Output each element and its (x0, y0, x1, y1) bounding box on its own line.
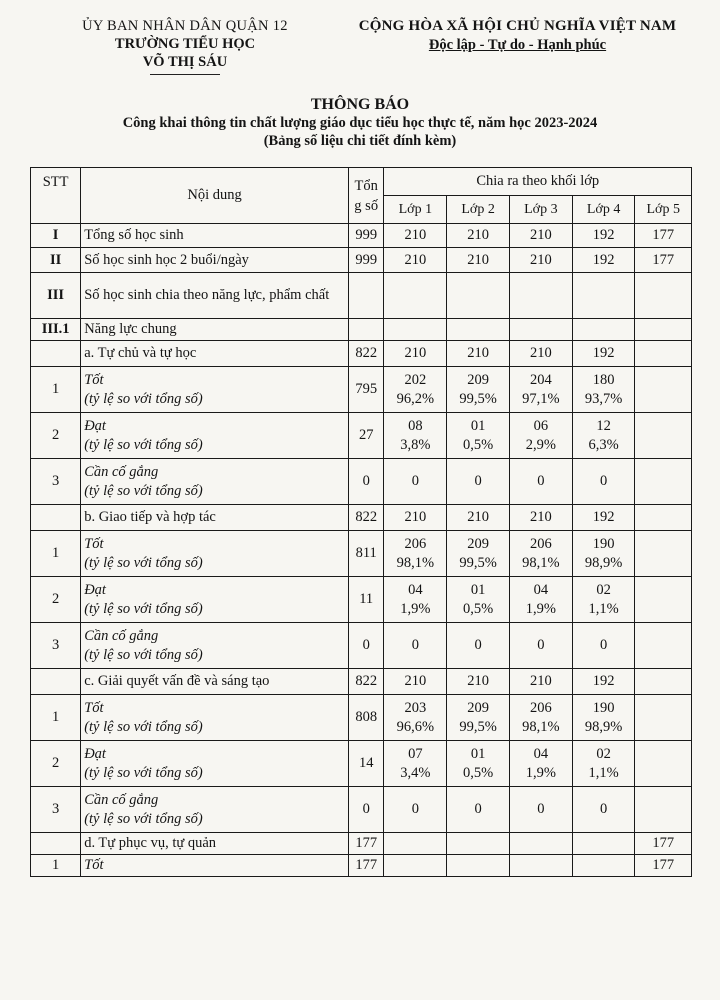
row-label: Tốt (84, 535, 104, 552)
row-stt: III (31, 273, 81, 319)
row-content (81, 623, 349, 669)
row-stt: 1 (31, 531, 81, 577)
row-content: a. Tự chủ và tự học (81, 341, 349, 367)
row-total: 822 (348, 341, 384, 367)
grade-3-cell (509, 741, 572, 787)
row-content (81, 577, 349, 623)
grade-count: 209 (467, 535, 489, 552)
grade-count: 206 (529, 535, 552, 552)
row-label: Tốt (84, 699, 104, 716)
row-total: 795 (348, 367, 384, 413)
table-row (31, 833, 692, 855)
grade-count: 04 (533, 745, 549, 762)
grade-5-cell (635, 319, 692, 341)
grade-5-cell (635, 531, 692, 577)
grade-2-cell (447, 367, 510, 413)
row-total: 177 (348, 855, 384, 877)
table-row (31, 341, 692, 367)
grade-percent: 1,9% (400, 600, 431, 617)
grade-2-cell: 0 (447, 623, 510, 669)
row-content (81, 413, 349, 459)
row-label: Tốt (84, 371, 104, 388)
row-stt: 1 (31, 367, 81, 413)
row-total: 0 (348, 787, 384, 833)
grade-3-cell (509, 855, 572, 877)
grade-3-cell (509, 273, 572, 319)
row-total: 0 (348, 459, 384, 505)
row-total: 0 (348, 623, 384, 669)
grade-percent: 98,9% (584, 554, 623, 571)
grade-percent: 98,1% (396, 554, 435, 571)
grade-2-cell (447, 695, 510, 741)
grade-1-cell (384, 577, 447, 623)
row-stt: 3 (31, 623, 81, 669)
grade-3-cell (509, 319, 572, 341)
grade-4-cell: 192 (572, 224, 635, 248)
header-divider (150, 74, 220, 75)
grade-5-cell (635, 741, 692, 787)
issuing-authority (55, 18, 315, 75)
row-total: 27 (348, 413, 384, 459)
row-content (81, 367, 349, 413)
row-content: d. Tự phục vụ, tự quản (81, 833, 349, 855)
grade-5-cell (635, 695, 692, 741)
grade-2-cell (447, 855, 510, 877)
row-stt: II (31, 248, 81, 273)
grade-3-cell (509, 531, 572, 577)
grade-1-cell (384, 531, 447, 577)
row-ratio-note: (tỷ lệ so với tổng số) (84, 482, 203, 499)
grade-5-cell (635, 623, 692, 669)
row-stt (31, 833, 81, 855)
grade-2-cell: 210 (447, 669, 510, 695)
row-label: Cần cố gắng (84, 463, 159, 480)
row-label: Đạt (84, 745, 106, 762)
grade-5-cell (635, 505, 692, 531)
grade-4-cell (572, 577, 635, 623)
row-stt: 1 (31, 695, 81, 741)
header-total: Tổng số (348, 168, 384, 224)
row-content: Năng lực chung (81, 319, 349, 341)
row-label: Cần cố gắng (84, 627, 159, 644)
grade-1-cell: 210 (384, 505, 447, 531)
row-content: Tổng số học sinh (81, 224, 349, 248)
table-row (31, 459, 692, 505)
row-ratio-note: (tỷ lệ so với tổng số) (84, 718, 203, 735)
grade-5-cell: 177 (635, 855, 692, 877)
grade-5-cell (635, 341, 692, 367)
grade-5-cell: 177 (635, 248, 692, 273)
grade-count: 209 (467, 699, 489, 716)
grade-4-cell (572, 367, 635, 413)
grade-5-cell (635, 577, 692, 623)
row-content (81, 531, 349, 577)
row-ratio-note: (tỷ lệ so với tổng số) (84, 600, 203, 617)
row-stt: 3 (31, 459, 81, 505)
grade-1-cell: 210 (384, 341, 447, 367)
grade-1-cell (384, 273, 447, 319)
grade-percent: 98,1% (522, 554, 560, 571)
grade-4-cell: 192 (572, 248, 635, 273)
grade-2-cell (447, 741, 510, 787)
grade-2-cell: 210 (447, 505, 510, 531)
row-stt: 1 (31, 855, 81, 877)
grade-1-cell (384, 413, 447, 459)
grade-percent: 0,5% (462, 600, 494, 617)
table-row (31, 741, 692, 787)
grade-count: 180 (592, 371, 615, 388)
row-label: Cần cố gắng (84, 791, 159, 808)
grade-3-cell (509, 577, 572, 623)
grade-count: 209 (467, 371, 489, 388)
grade-count: 08 (408, 417, 423, 434)
grade-percent: 1,1% (588, 764, 619, 781)
grade-3-cell: 0 (509, 459, 572, 505)
grade-3-cell (509, 413, 572, 459)
grade-percent: 3,8% (400, 436, 431, 453)
grade-1-cell (384, 367, 447, 413)
grade-4-cell (572, 833, 635, 855)
table-row (31, 413, 692, 459)
grade-percent: 96,6% (396, 718, 435, 735)
grade-percent: 1,9% (525, 600, 556, 617)
document-subtitle: Công khai thông tin chất lượng giáo dục tiểu học thực tế, năm học 2023-2024 (122, 115, 598, 131)
grade-count: 12 (596, 417, 611, 434)
grade-1-cell: 210 (384, 669, 447, 695)
row-total: 14 (348, 741, 384, 787)
grade-count: 04 (408, 581, 423, 598)
document-title: THÔNG BÁO (310, 96, 410, 113)
row-content: Số học sinh chia theo năng lực, phẩm chất (81, 273, 349, 319)
grade-1-cell (384, 741, 447, 787)
grade-2-cell (447, 833, 510, 855)
grade-count: 206 (404, 535, 427, 552)
header-grade-1: Lớp 1 (384, 196, 447, 224)
header-content: Nội dung (81, 168, 349, 224)
grade-2-cell (447, 531, 510, 577)
header-grade-4: Lớp 4 (572, 196, 635, 224)
row-ratio-note: (tỷ lệ so với tổng số) (84, 436, 203, 453)
header-stt: STT (31, 168, 81, 224)
table-row (31, 273, 692, 319)
motto: Độc lập - Tự do - Hạnh phúc (428, 37, 607, 53)
grade-count: 01 (470, 581, 486, 598)
grade-2-cell (447, 273, 510, 319)
row-total: 822 (348, 505, 384, 531)
grade-4-cell: 0 (572, 787, 635, 833)
grade-5-cell (635, 273, 692, 319)
row-total: 11 (348, 577, 384, 623)
table-row (31, 695, 692, 741)
header-grade-2: Lớp 2 (447, 196, 510, 224)
table-row (31, 505, 692, 531)
grade-4-cell: 192 (572, 341, 635, 367)
grade-1-cell (384, 833, 447, 855)
row-content (81, 787, 349, 833)
grade-percent: 1,1% (588, 600, 619, 617)
grade-3-cell: 210 (509, 505, 572, 531)
row-label: Đạt (84, 581, 106, 598)
grade-3-cell: 210 (509, 248, 572, 273)
grade-percent: 3,4% (400, 764, 431, 781)
national-motto (330, 18, 705, 54)
grade-5-cell: 177 (635, 833, 692, 855)
table-row (31, 224, 692, 248)
row-ratio-note: (tỷ lệ so với tổng số) (84, 810, 203, 827)
grade-1-cell: 0 (384, 623, 447, 669)
grade-1-cell (384, 319, 447, 341)
grade-2-cell: 0 (447, 459, 510, 505)
grade-count: 01 (470, 417, 486, 434)
row-total: 808 (348, 695, 384, 741)
grade-percent: 2,9% (525, 436, 556, 453)
grade-4-cell (572, 273, 635, 319)
grade-3-cell: 0 (509, 623, 572, 669)
grade-count: 206 (529, 699, 552, 716)
row-stt: 2 (31, 577, 81, 623)
grade-count: 190 (592, 699, 615, 716)
grade-5-cell (635, 787, 692, 833)
row-total: 822 (348, 669, 384, 695)
grade-4-cell (572, 531, 635, 577)
grade-percent: 0,5% (462, 436, 494, 453)
row-total: 999 (348, 224, 384, 248)
grade-4-cell (572, 413, 635, 459)
grade-2-cell (447, 319, 510, 341)
grade-1-cell (384, 855, 447, 877)
grade-5-cell (635, 413, 692, 459)
row-ratio-note: (tỷ lệ so với tổng số) (84, 554, 203, 571)
grade-count: 203 (404, 699, 427, 716)
school-name-line1: TRƯỜNG TIỂU HỌC (114, 36, 256, 52)
table-row (31, 577, 692, 623)
grade-2-cell: 210 (447, 248, 510, 273)
row-total (348, 273, 384, 319)
grade-4-cell: 192 (572, 669, 635, 695)
row-stt: 3 (31, 787, 81, 833)
grade-4-cell: 192 (572, 505, 635, 531)
grade-3-cell: 210 (509, 341, 572, 367)
grade-4-cell (572, 855, 635, 877)
grade-percent: 97,1% (522, 390, 560, 407)
grade-1-cell: 0 (384, 787, 447, 833)
grade-percent: 93,7% (584, 390, 623, 407)
grade-1-cell: 210 (384, 248, 447, 273)
country-name: CỘNG HÒA XÃ HỘI CHỦ NGHĨA VIỆT NAM (358, 18, 677, 34)
grade-3-cell (509, 833, 572, 855)
row-content (81, 741, 349, 787)
row-total: 811 (348, 531, 384, 577)
grade-2-cell: 0 (447, 787, 510, 833)
row-stt (31, 341, 81, 367)
header-grade-group: Chia ra theo khối lớp (384, 168, 692, 196)
row-ratio-note: (tỷ lệ so với tổng số) (84, 646, 203, 663)
row-content (81, 695, 349, 741)
document-title-block (0, 96, 720, 150)
quality-data-table (30, 167, 692, 877)
grade-3-cell (509, 695, 572, 741)
row-label: Đạt (84, 417, 106, 434)
table-body (31, 224, 692, 877)
grade-count: 190 (592, 535, 615, 552)
table-row (31, 669, 692, 695)
grade-count: 202 (404, 371, 427, 388)
row-total: 999 (348, 248, 384, 273)
row-content: c. Giải quyết vấn đề và sáng tạo (81, 669, 349, 695)
grade-3-cell: 0 (509, 787, 572, 833)
grade-2-cell (447, 577, 510, 623)
table-row (31, 787, 692, 833)
grade-count: 02 (596, 745, 611, 762)
row-content: Tốt (81, 855, 349, 877)
grade-2-cell: 210 (447, 341, 510, 367)
grade-count: 01 (470, 745, 486, 762)
grade-2-cell: 210 (447, 224, 510, 248)
header-grade-3: Lớp 3 (509, 196, 572, 224)
row-stt: III.1 (31, 319, 81, 341)
grade-percent: 99,5% (459, 718, 497, 735)
row-ratio-note: (tỷ lệ so với tổng số) (84, 390, 203, 407)
row-total: 177 (348, 833, 384, 855)
grade-percent: 6,3% (588, 436, 619, 453)
document-note: (Bảng số liệu chi tiết đính kèm) (263, 133, 457, 149)
grade-1-cell: 210 (384, 224, 447, 248)
header-grade-5: Lớp 5 (635, 196, 692, 224)
table-row (31, 319, 692, 341)
grade-percent: 96,2% (396, 390, 435, 407)
grade-percent: 99,5% (459, 390, 497, 407)
grade-count: 204 (529, 371, 552, 388)
table-row (31, 248, 692, 273)
grade-percent: 1,9% (525, 764, 556, 781)
row-stt (31, 505, 81, 531)
grade-count: 04 (533, 581, 549, 598)
table-row (31, 623, 692, 669)
row-stt: 2 (31, 413, 81, 459)
grade-percent: 0,5% (462, 764, 494, 781)
grade-count: 07 (408, 745, 423, 762)
grade-5-cell (635, 669, 692, 695)
grade-count: 02 (596, 581, 611, 598)
grade-5-cell (635, 367, 692, 413)
grade-3-cell: 210 (509, 224, 572, 248)
grade-5-cell: 177 (635, 224, 692, 248)
district-committee: ỦY BAN NHÂN DÂN QUẬN 12 (82, 18, 288, 34)
school-name-line2: VÕ THỊ SÁU (142, 54, 228, 70)
grade-4-cell (572, 741, 635, 787)
grade-percent: 99,5% (459, 554, 497, 571)
grade-1-cell: 0 (384, 459, 447, 505)
row-ratio-note: (tỷ lệ so với tổng số) (84, 764, 203, 781)
row-total (348, 319, 384, 341)
grade-4-cell (572, 319, 635, 341)
grade-2-cell (447, 413, 510, 459)
grade-count: 06 (533, 417, 549, 434)
row-content: Số học sinh học 2 buổi/ngày (81, 248, 349, 273)
table-row (31, 367, 692, 413)
grade-1-cell (384, 695, 447, 741)
row-stt: I (31, 224, 81, 248)
grade-4-cell: 0 (572, 623, 635, 669)
grade-5-cell (635, 459, 692, 505)
grade-4-cell (572, 695, 635, 741)
grade-3-cell: 210 (509, 669, 572, 695)
grade-percent: 98,1% (522, 718, 560, 735)
row-stt (31, 669, 81, 695)
row-content: b. Giao tiếp và hợp tác (81, 505, 349, 531)
row-content (81, 459, 349, 505)
table-row (31, 855, 692, 877)
grade-percent: 98,9% (584, 718, 623, 735)
grade-3-cell (509, 367, 572, 413)
grade-4-cell: 0 (572, 459, 635, 505)
table-row (31, 531, 692, 577)
row-stt: 2 (31, 741, 81, 787)
